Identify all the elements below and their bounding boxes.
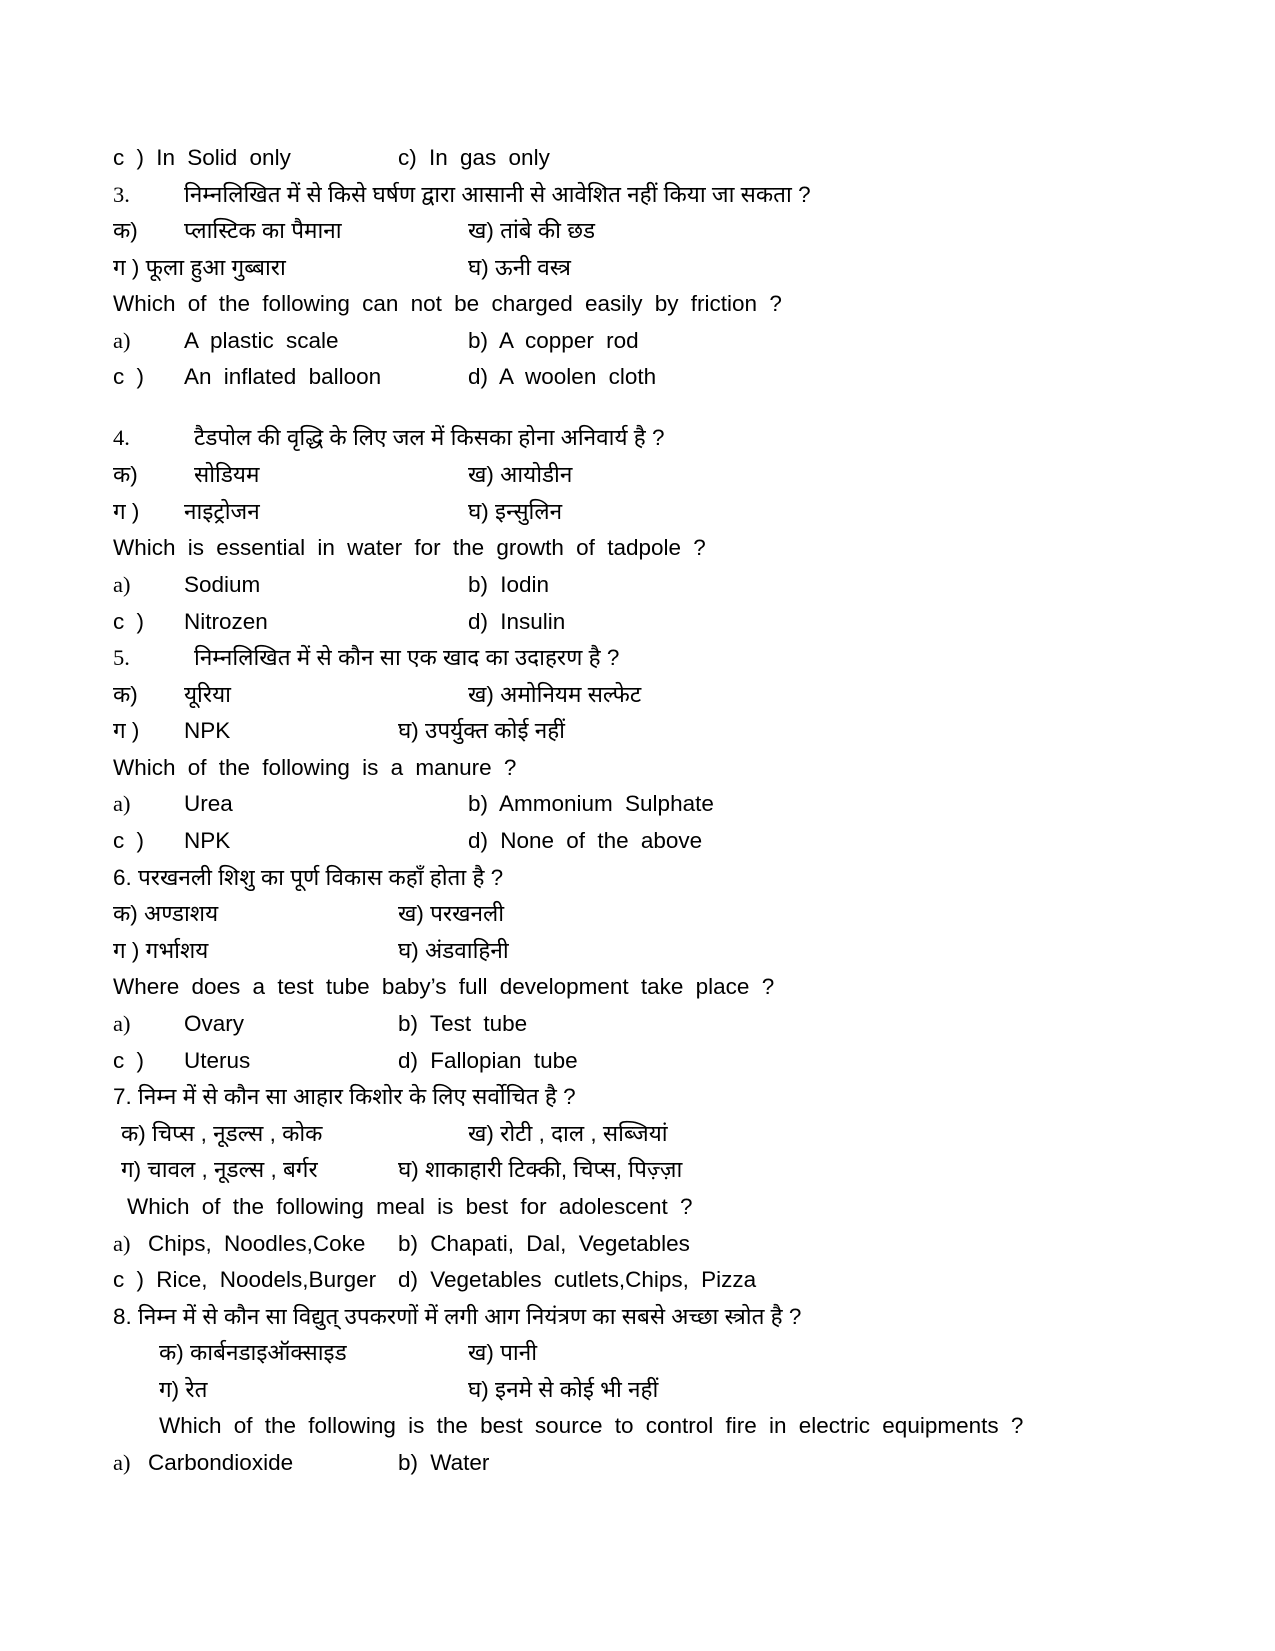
option-label: a) [113, 1231, 131, 1256]
option-label: c ) [113, 364, 144, 389]
option-label: a) [113, 1450, 131, 1475]
options-row [0, 786, 1275, 822]
option-kha: ख) पानी [468, 1340, 538, 1365]
option-label: a) [113, 572, 131, 597]
option-ka: क) चिप्स , नूडल्स , कोक [121, 1121, 323, 1146]
option-gha: घ) अंडवाहिनी [398, 938, 509, 963]
option-text: यूरिया [184, 682, 231, 707]
options-row [0, 1262, 1275, 1298]
question-text: Which of the following is the best source to control fire in electric equipments ? [159, 1413, 1024, 1438]
answer-options-row [0, 140, 1275, 176]
option-b: b) Iodin [468, 572, 550, 597]
option-kha: ख) तांबे की छड [468, 218, 596, 243]
options-row [0, 823, 1275, 859]
option-b: b) Test tube [398, 1011, 528, 1036]
option-gha: घ) उपर्युक्त कोई नहीं [398, 718, 566, 743]
options-row-hindi [0, 713, 1275, 749]
option-gha: घ) शाकाहारी टिक्की, चिप्स, पिज़्ज़ा [398, 1157, 683, 1182]
options-row-hindi [0, 1116, 1275, 1152]
option-label: a) [113, 328, 131, 353]
option-label: a) [113, 1011, 131, 1036]
option-c: Nitrozen [184, 609, 268, 634]
option-d: d) A woolen cloth [468, 364, 657, 389]
options-row-hindi [0, 1335, 1275, 1371]
option-ka: क) अण्डाशय [113, 901, 219, 926]
option-b: b) Water [398, 1450, 490, 1475]
option-ka: क) कार्बनडाइऑक्साइड [159, 1340, 347, 1365]
option-kha: ख) अमोनियम सल्फेट [468, 682, 642, 707]
question-4-english [0, 530, 1275, 566]
option-c: c ) In Solid only [113, 145, 291, 170]
option-label: क) [113, 218, 138, 243]
option-label: क) [113, 682, 138, 707]
option-a: Carbondioxide [148, 1450, 294, 1475]
question-text: टैडपोल की वृद्धि के लिए जल में किसका होना अनिवार्य है ? [194, 425, 665, 450]
option-a: Urea [184, 791, 233, 816]
question-4-hindi [0, 420, 1275, 456]
option-gha: घ) इनमे से कोई भी नहीं [468, 1377, 659, 1402]
question-number: 3. [113, 182, 130, 207]
option-d: d) None of the above [468, 828, 703, 853]
option-label: c ) [113, 1048, 144, 1073]
option-kha: ख) आयोडीन [468, 462, 573, 487]
question-text: निम्नलिखित में से किसे घर्षण द्वारा आसानी से आवेशित नहीं किया जा सकता ? [184, 182, 811, 207]
options-row [0, 604, 1275, 640]
option-ga: ग ) गर्भाशय [113, 938, 209, 963]
question-5-hindi [0, 640, 1275, 676]
question-text: Which of the following can not be charged easily by friction ? [113, 291, 782, 316]
options-row-hindi [0, 213, 1275, 249]
question-7-english [0, 1189, 1275, 1225]
question-text: Which is essential in water for the growth of tadpole ? [113, 535, 706, 560]
option-d: d) Insulin [468, 609, 566, 634]
question-text: 7. निम्न में से कौन सा आहार किशोर के लिए सर्वोचित है ? [113, 1084, 576, 1109]
question-8-hindi [0, 1299, 1275, 1335]
question-text: 8. निम्न में से कौन सा विद्युत् उपकरणों में लगी आग नियंत्रण का सबसे अच्छा स्त्रोत है ? [113, 1304, 802, 1329]
options-row-hindi [0, 1152, 1275, 1188]
options-row-hindi [0, 896, 1275, 932]
options-row [0, 359, 1275, 395]
option-label: c ) [113, 609, 144, 634]
question-text: Which of the following meal is best for adolescent ? [127, 1194, 693, 1219]
option-ga: ग ) फूला हुआ गुब्बारा [113, 255, 286, 280]
option-c: NPK [184, 828, 231, 853]
options-row-hindi [0, 677, 1275, 713]
option-c: An inflated balloon [184, 364, 382, 389]
options-row [0, 1043, 1275, 1079]
options-row-hindi [0, 494, 1275, 530]
option-a: Ovary [184, 1011, 245, 1036]
option-a: Chips, Noodles,Coke [148, 1231, 366, 1256]
question-6-english [0, 969, 1275, 1005]
options-row [0, 1006, 1275, 1042]
options-row-hindi [0, 1372, 1275, 1408]
question-text: 6. परखनली शिशु का पूर्ण विकास कहाँ होता है ? [113, 865, 504, 890]
option-label: ग ) [113, 718, 140, 743]
option-gha: घ) इन्सुलिन [468, 499, 563, 524]
options-row [0, 1226, 1275, 1262]
options-row [0, 323, 1275, 359]
option-d: d) Vegetables cutlets,Chips, Pizza [398, 1267, 757, 1292]
question-3-hindi [0, 177, 1275, 213]
option-label: a) [113, 791, 131, 816]
question-number: 4. [113, 425, 130, 450]
option-kha: ख) परखनली [398, 901, 505, 926]
option-text: नाइट्रोजन [184, 499, 260, 524]
question-7-hindi [0, 1079, 1275, 1115]
option-c: c ) Rice, Noodels,Burger [113, 1267, 377, 1292]
option-b: b) Chapati, Dal, Vegetables [398, 1231, 690, 1256]
option-b: b) Ammonium Sulphate [468, 791, 714, 816]
question-3-english [0, 286, 1275, 322]
option-text: प्लास्टिक का पैमाना [184, 218, 342, 243]
option-a: A plastic scale [184, 328, 339, 353]
option-c-alt: c) In gas only [398, 145, 550, 170]
option-ga: ग) रेत [159, 1377, 208, 1402]
option-a: Sodium [184, 572, 261, 597]
option-text: सोडियम [194, 462, 260, 487]
question-5-english [0, 750, 1275, 786]
options-row-hindi [0, 933, 1275, 969]
option-label: क) [113, 462, 138, 487]
option-b: b) A copper rod [468, 328, 639, 353]
options-row [0, 567, 1275, 603]
option-c: Uterus [184, 1048, 251, 1073]
option-gha: घ) ऊनी वस्त्र [468, 255, 571, 280]
question-6-hindi [0, 860, 1275, 896]
options-row-hindi [0, 250, 1275, 286]
question-text: Where does a test tube baby’s full development take place ? [113, 974, 775, 999]
options-row [0, 1445, 1275, 1481]
question-text: निम्नलिखित में से कौन सा एक खाद का उदाहरण है ? [194, 645, 620, 670]
option-d: d) Fallopian tube [398, 1048, 578, 1073]
question-8-english [0, 1408, 1275, 1444]
question-text: Which of the following is a manure ? [113, 755, 517, 780]
options-row-hindi [0, 457, 1275, 493]
question-number: 5. [113, 645, 130, 670]
option-label: ग ) [113, 499, 140, 524]
option-label: c ) [113, 828, 144, 853]
option-ga: ग) चावल , नूडल्स , बर्गर [121, 1157, 318, 1182]
option-kha: ख) रोटी , दाल , सब्जियां [468, 1121, 668, 1146]
option-text: NPK [184, 718, 231, 743]
